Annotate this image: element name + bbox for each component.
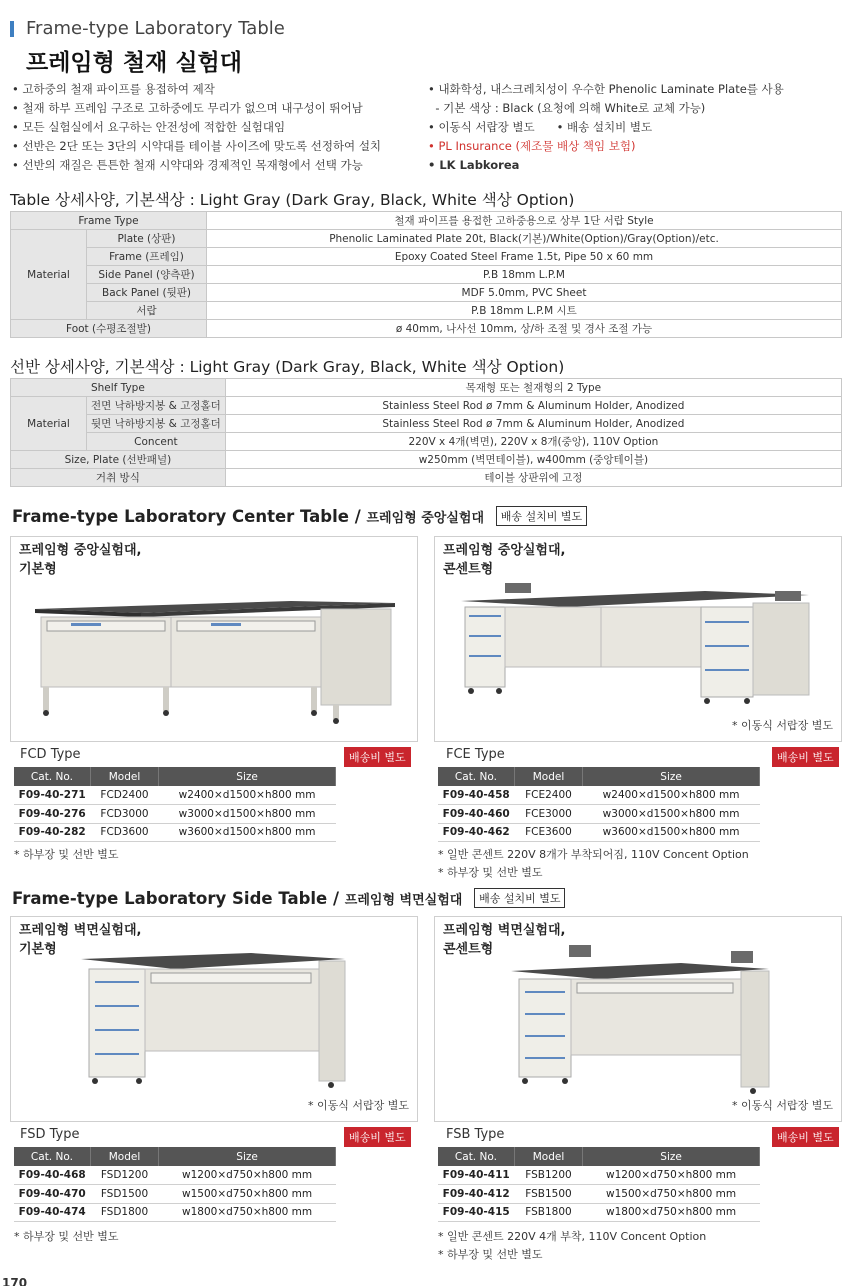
cell-size: w1800×d750×h800 mm [583, 1203, 760, 1222]
type-label-fce: FCE Type [446, 747, 505, 762]
table-row [438, 1203, 760, 1222]
feature-item: • LK Labkorea [428, 158, 520, 172]
table-row [438, 786, 760, 805]
table-row [11, 212, 842, 230]
cell-model: FCD3600 [90, 823, 158, 842]
table-row [14, 805, 336, 824]
shelf-spec-table [10, 378, 842, 487]
spec-label: Foot (수평조절발) [11, 320, 207, 338]
table-row [438, 823, 760, 842]
col-model: Model [90, 1147, 158, 1166]
spec-label: 서랍 [87, 302, 207, 320]
product-caption [19, 921, 142, 959]
table-row [11, 248, 842, 266]
table-row [14, 1185, 336, 1204]
table-spec-title: Table 상세사양, 기본색상 : Light Gray (Dark Gray, Black, White 색상 Option) [10, 191, 575, 209]
spec-group-label: Material [11, 230, 87, 320]
feature-item: • 선반은 2단 또는 3단의 시약대를 테이블 사이즈에 맞도록 선정하여 설치 [12, 139, 382, 153]
table-row [14, 1203, 336, 1222]
table-row [11, 397, 842, 415]
col-size: Size [583, 1147, 760, 1166]
cell-cat: F09-40-412 [438, 1185, 514, 1204]
spec-group-label: Material [11, 397, 87, 451]
caption-line: 콘센트형 [443, 562, 494, 577]
table-row [14, 1166, 336, 1185]
feature-list-right [428, 80, 784, 175]
col-cat: Cat. No. [438, 767, 514, 786]
feature-item: • 내화학성, 내스크레치성이 우수한 Phenolic Laminate Plate를 사용 [428, 82, 784, 96]
type-label-fcd: FCD Type [20, 747, 81, 762]
spec-value: P.B 18mm L.P.M [207, 266, 842, 284]
product-image-fcd [10, 536, 418, 742]
catalog-table-fsd [14, 1147, 336, 1222]
caption-line: 기본형 [19, 562, 57, 577]
col-model: Model [514, 1147, 582, 1166]
col-size: Size [159, 767, 336, 786]
cell-model: FCD3000 [90, 805, 158, 824]
feature-item: • 고하중의 철재 파이프를 용접하여 제작 [12, 82, 215, 96]
col-size: Size [583, 767, 760, 786]
spec-value: MDF 5.0mm, PVC Sheet [207, 284, 842, 302]
feature-list-left [12, 80, 381, 175]
cell-cat: F09-40-468 [14, 1166, 90, 1185]
feature-item: • 선반의 재질은 튼튼한 철재 시약대와 경제적인 목재형에서 선택 가능 [12, 158, 363, 172]
cell-model: FSD1800 [90, 1203, 158, 1222]
caption-line: 프레임형 중앙실험대, [19, 543, 142, 558]
product-image-fsb [434, 916, 842, 1122]
table-row [14, 823, 336, 842]
shipping-install-tag: 배송 설치비 별도 [496, 506, 587, 526]
table-row [11, 320, 842, 338]
caption-line: 프레임형 벽면실험대, [19, 923, 142, 938]
table-row [11, 266, 842, 284]
footnote: * 하부장 및 선반 별도 [438, 866, 543, 879]
footnote: * 일반 콘센트 220V 8개가 부착되어짐, 110V Concent Option [438, 848, 749, 861]
footnote: * 일반 콘센트 220V 4개 부착, 110V Concent Option [438, 1230, 707, 1243]
spec-label: Shelf Type [11, 379, 226, 397]
feature-item: - 기본 색상 : Black (요청에 의해 White로 교체 가능) [435, 101, 706, 115]
product-caption [443, 541, 566, 579]
table-header-row [438, 767, 760, 786]
center-title-en: Frame-type Laboratory Center Table / [12, 507, 361, 526]
cell-cat: F09-40-271 [14, 786, 90, 805]
footnote: * 하부장 및 선반 별도 [14, 848, 119, 861]
cell-cat: F09-40-282 [14, 823, 90, 842]
feature-item: • PL Insurance (제조물 배상 책임 보험) [428, 139, 636, 153]
cell-cat: F09-40-415 [438, 1203, 514, 1222]
mobile-drawer-note: * 이동식 서랍장 별도 [732, 1099, 833, 1112]
footnotes [438, 1228, 706, 1264]
title-english: Frame-type Laboratory Table [26, 18, 285, 39]
table-row [14, 786, 336, 805]
cell-model: FSB1500 [514, 1185, 582, 1204]
cell-model: FSB1800 [514, 1203, 582, 1222]
cell-size: w3000×d1500×h800 mm [583, 805, 760, 824]
cell-model: FCE3600 [514, 823, 582, 842]
page-title: 프레임형 철재 실험대 [26, 50, 242, 76]
col-model: Model [90, 767, 158, 786]
product-image-fsd [10, 916, 418, 1122]
table-row [11, 415, 842, 433]
spec-value: w250mm (벽면테이블), w400mm (중앙테이블) [225, 451, 841, 469]
col-cat: Cat. No. [438, 1147, 514, 1166]
center-title-kr: 프레임형 중앙실험대 [366, 511, 485, 526]
cell-cat: F09-40-460 [438, 805, 514, 824]
type-label-fsd: FSD Type [20, 1127, 80, 1142]
page-number: 170 [2, 1276, 28, 1286]
shipping-badge: 배송비 별도 [772, 1127, 839, 1147]
table-row [438, 805, 760, 824]
cell-size: w1800×d750×h800 mm [159, 1203, 336, 1222]
side-table-heading [12, 888, 565, 908]
table-header-row [14, 767, 336, 786]
spec-label: Back Panel (뒷판) [87, 284, 207, 302]
type-label-fsb: FSB Type [446, 1127, 505, 1142]
product-caption [443, 921, 566, 959]
cell-cat: F09-40-474 [14, 1203, 90, 1222]
shelf-spec-title: 선반 상세사양, 기본색상 : Light Gray (Dark Gray, Black, White 색상 Option) [10, 358, 565, 376]
cell-model: FCE2400 [514, 786, 582, 805]
shipping-badge: 배송비 별도 [344, 1127, 411, 1147]
spec-label: Size, Plate (선반패널) [11, 451, 226, 469]
spec-value: Epoxy Coated Steel Frame 1.5t, Pipe 50 x 60 mm [207, 248, 842, 266]
footnote: * 하부장 및 선반 별도 [14, 1230, 119, 1243]
table-row [11, 433, 842, 451]
caption-line: 기본형 [19, 942, 57, 957]
spec-value: Stainless Steel Rod ø 7mm & Aluminum Holder, Anodized [225, 397, 841, 415]
side-title-kr: 프레임형 벽면실험대 [344, 893, 463, 908]
spec-label: 뒷면 낙하방지봉 & 고정홀더 [87, 415, 226, 433]
cell-model: FCD2400 [90, 786, 158, 805]
cell-cat: F09-40-462 [438, 823, 514, 842]
cell-size: w3600×d1500×h800 mm [159, 823, 336, 842]
catalog-table-fcd [14, 767, 336, 842]
spec-value: P.B 18mm L.P.M 시트 [207, 302, 842, 320]
footnotes [438, 846, 749, 882]
cell-size: w1200×d750×h800 mm [159, 1166, 336, 1185]
cell-cat: F09-40-276 [14, 805, 90, 824]
footnote: * 하부장 및 선반 별도 [438, 1248, 543, 1261]
table-row [438, 1166, 760, 1185]
cell-size: w1200×d750×h800 mm [583, 1166, 760, 1185]
table-row [11, 230, 842, 248]
caption-line: 프레임형 벽면실험대, [443, 923, 566, 938]
shipping-badge: 배송비 별도 [344, 747, 411, 767]
table-row [438, 1185, 760, 1204]
catalog-table-fce [438, 767, 760, 842]
spec-label: 전면 낙하방지봉 & 고정홀더 [87, 397, 226, 415]
table-spec-table [10, 211, 842, 338]
spec-label: Frame (프레임) [87, 248, 207, 266]
shipping-badge: 배송비 별도 [772, 747, 839, 767]
side-title-en: Frame-type Laboratory Side Table / [12, 889, 340, 908]
spec-value: Stainless Steel Rod ø 7mm & Aluminum Holder, Anodized [225, 415, 841, 433]
header-accent-bar [10, 21, 14, 37]
cell-size: w2400×d1500×h800 mm [159, 786, 336, 805]
cell-model: FSB1200 [514, 1166, 582, 1185]
center-table-heading [12, 506, 587, 526]
feature-item: • 모든 실험실에서 요구하는 안전성에 적합한 실험대임 [12, 120, 286, 134]
col-cat: Cat. No. [14, 1147, 90, 1166]
shipping-install-tag: 배송 설치비 별도 [474, 888, 565, 908]
table-row [11, 469, 842, 487]
cell-size: w3000×d1500×h800 mm [159, 805, 336, 824]
col-model: Model [514, 767, 582, 786]
table-row [11, 451, 842, 469]
cell-cat: F09-40-411 [438, 1166, 514, 1185]
table-header-row [438, 1147, 760, 1166]
spec-label: Plate (상판) [87, 230, 207, 248]
spec-value: 테이블 상판위에 고정 [225, 469, 841, 487]
spec-label: Side Panel (양측판) [87, 266, 207, 284]
mobile-drawer-note: * 이동식 서랍장 별도 [732, 719, 833, 732]
cell-size: w3600×d1500×h800 mm [583, 823, 760, 842]
table-row [11, 302, 842, 320]
spec-label: Concent [87, 433, 226, 451]
cell-model: FSD1200 [90, 1166, 158, 1185]
cell-cat: F09-40-470 [14, 1185, 90, 1204]
caption-line: 콘센트형 [443, 942, 494, 957]
cell-model: FSD1500 [90, 1185, 158, 1204]
product-caption [19, 541, 142, 579]
spec-value: 철재 파이프를 용접한 고하중용으로 상부 1단 서랍 Style [207, 212, 842, 230]
cell-model: FCE3000 [514, 805, 582, 824]
spec-label: Frame Type [11, 212, 207, 230]
spec-value: ø 40mm, 나사선 10mm, 상/하 조절 및 경사 조절 가능 [207, 320, 842, 338]
mobile-drawer-note: * 이동식 서랍장 별도 [308, 1099, 409, 1112]
cell-cat: F09-40-458 [438, 786, 514, 805]
catalog-table-fsb [438, 1147, 760, 1222]
feature-item: • 이동식 서랍장 별도 • 배송 설치비 별도 [428, 120, 653, 134]
cell-size: w1500×d750×h800 mm [159, 1185, 336, 1204]
caption-line: 프레임형 중앙실험대, [443, 543, 566, 558]
feature-item: • 철재 하부 프레임 구조로 고하중에도 무리가 없으며 내구성이 뛰어남 [12, 101, 363, 115]
spec-value: 220V x 4개(벽면), 220V x 8개(중앙), 110V Option [225, 433, 841, 451]
cell-size: w1500×d750×h800 mm [583, 1185, 760, 1204]
col-cat: Cat. No. [14, 767, 90, 786]
spec-label: 거취 방식 [11, 469, 226, 487]
table-header-row [14, 1147, 336, 1166]
col-size: Size [159, 1147, 336, 1166]
product-image-fce [434, 536, 842, 742]
table-row [11, 284, 842, 302]
spec-value: Phenolic Laminated Plate 20t, Black(기본)/White(Option)/Gray(Option)/etc. [207, 230, 842, 248]
spec-value: 목재형 또는 철재형의 2 Type [225, 379, 841, 397]
cell-size: w2400×d1500×h800 mm [583, 786, 760, 805]
table-row [11, 379, 842, 397]
